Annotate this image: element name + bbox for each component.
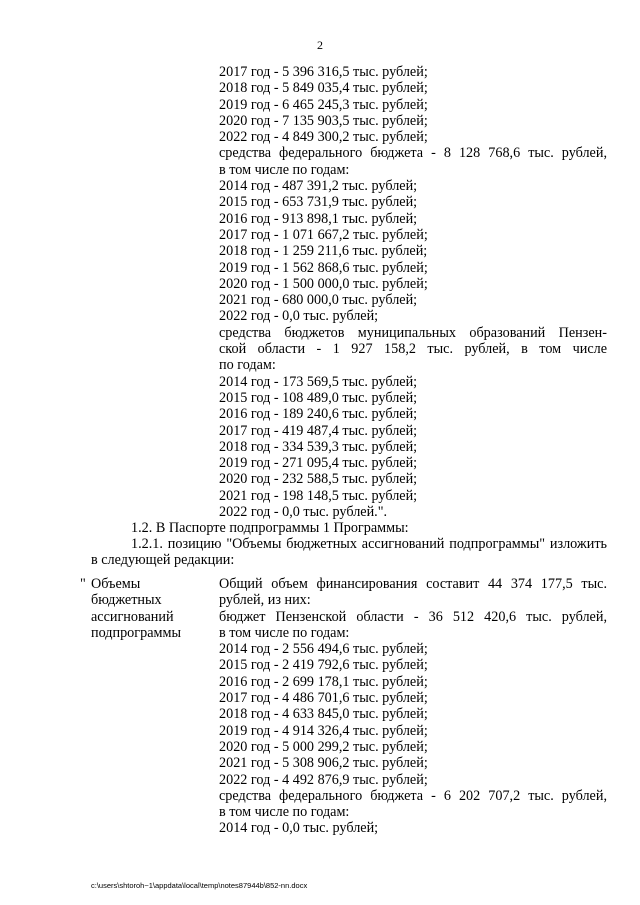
text-line: средства федерального бюджета - 8 128 768,6 тыс. рублей, bbox=[219, 145, 607, 162]
text-line: 2020 год - 1 500 000,0 тыс. рублей; bbox=[219, 275, 428, 292]
text-line: 2021 год - 198 148,5 тыс. рублей; bbox=[219, 487, 418, 504]
text-line: 2018 год - 334 539,3 тыс. рублей; bbox=[219, 438, 418, 455]
text-line: 2016 год - 189 240,6 тыс. рублей; bbox=[219, 406, 418, 423]
text-line: 2022 год - 4 492 876,9 тыс. рублей; bbox=[219, 771, 428, 788]
text-line: 2019 год - 1 562 868,6 тыс. рублей; bbox=[219, 259, 428, 276]
text-line: 2019 год - 6 465 245,3 тыс. рублей; bbox=[219, 96, 428, 113]
text-line: 2015 год - 2 419 792,6 тыс. рублей; bbox=[219, 657, 428, 674]
label-line: ассигнований bbox=[91, 608, 174, 625]
text-line: 2017 год - 419 487,4 тыс. рублей; bbox=[219, 422, 418, 439]
text-line: 2022 год - 4 849 300,2 тыс. рублей; bbox=[219, 129, 428, 146]
opening-quote-mark: " bbox=[80, 576, 86, 592]
text-line: 2019 год - 4 914 326,4 тыс. рублей; bbox=[219, 722, 428, 739]
text-line: 2015 год - 653 731,9 тыс. рублей; bbox=[219, 194, 418, 211]
text-line: в том числе по годам: bbox=[219, 804, 350, 821]
text-line: по годам: bbox=[219, 357, 276, 374]
label-line: подпрограммы bbox=[91, 624, 181, 641]
text-line: средства федерального бюджета - 6 202 707,2 тыс. рублей, bbox=[219, 787, 607, 804]
text-line: бюджет Пензенской области - 36 512 420,6 тыс. рублей, bbox=[219, 608, 607, 625]
text-line: 2019 год - 271 095,4 тыс. рублей; bbox=[219, 455, 418, 472]
budget-allocation-label bbox=[91, 576, 209, 641]
text-line: рублей, из них: bbox=[219, 592, 311, 609]
text-line: 2016 год - 2 699 178,1 тыс. рублей; bbox=[219, 673, 428, 690]
text-line: средства бюджетов муниципальных образований Пензен- bbox=[219, 324, 607, 341]
page-number: 2 bbox=[317, 38, 323, 52]
text-line: Общий объем финансирования составит 44 374 177,5 тыс. bbox=[219, 576, 607, 592]
text-line: 2020 год - 232 588,5 тыс. рублей; bbox=[219, 471, 418, 488]
text-line: в том числе по годам: bbox=[219, 161, 350, 178]
text-line: 2017 год - 4 486 701,6 тыс. рублей; bbox=[219, 690, 428, 707]
budget-allocation-value bbox=[219, 576, 607, 837]
text-line: 2016 год - 913 898,1 тыс. рублей; bbox=[219, 210, 418, 227]
text-line: 2017 год - 1 071 667,2 тыс. рублей; bbox=[219, 226, 428, 243]
text-line: 2022 год - 0,0 тыс. рублей.". bbox=[219, 504, 388, 521]
text-line: ской области - 1 927 158,2 тыс. рублей, в том числе bbox=[219, 341, 607, 358]
section-1-2-1-instruction-continued: в следующей редакции: bbox=[91, 552, 235, 568]
text-line: в том числе по годам: bbox=[219, 624, 350, 641]
text-line: 2017 год - 5 396 316,5 тыс. рублей; bbox=[219, 64, 428, 80]
text-line: 2014 год - 2 556 494,6 тыс. рублей; bbox=[219, 641, 428, 658]
text-line: 2015 год - 108 489,0 тыс. рублей; bbox=[219, 389, 418, 406]
text-line: 2014 год - 487 391,2 тыс. рублей; bbox=[219, 178, 418, 195]
text-line: 2020 год - 7 135 903,5 тыс. рублей; bbox=[219, 112, 428, 129]
section-1-2-1-instruction: 1.2.1. позицию "Объемы бюджетных ассигнований подпрограммы" изложить bbox=[131, 536, 607, 552]
text-line: 2018 год - 5 849 035,4 тыс. рублей; bbox=[219, 80, 428, 97]
text-line: 2021 год - 5 308 906,2 тыс. рублей; bbox=[219, 755, 428, 772]
label-line: бюджетных bbox=[91, 592, 162, 609]
text-line: 2018 год - 1 259 211,6 тыс. рублей; bbox=[219, 243, 428, 260]
label-line: Объемы bbox=[91, 576, 141, 592]
text-line: 2020 год - 5 000 299,2 тыс. рублей; bbox=[219, 738, 428, 755]
text-line: 2021 год - 680 000,0 тыс. рублей; bbox=[219, 292, 418, 309]
text-line: 2022 год - 0,0 тыс. рублей; bbox=[219, 308, 379, 325]
section-1-2-heading: 1.2. В Паспорте подпрограммы 1 Программы: bbox=[131, 520, 409, 536]
text-line: 2014 год - 0,0 тыс. рублей; bbox=[219, 820, 379, 837]
text-line: 2014 год - 173 569,5 тыс. рублей; bbox=[219, 373, 418, 390]
text-line: 2018 год - 4 633 845,0 тыс. рублей; bbox=[219, 706, 428, 723]
footer-file-path: c:\users\shtoroh~1\appdata\local\temp\notes87944b\852-nn.docx bbox=[91, 881, 308, 890]
funding-by-year-continued bbox=[219, 64, 607, 520]
